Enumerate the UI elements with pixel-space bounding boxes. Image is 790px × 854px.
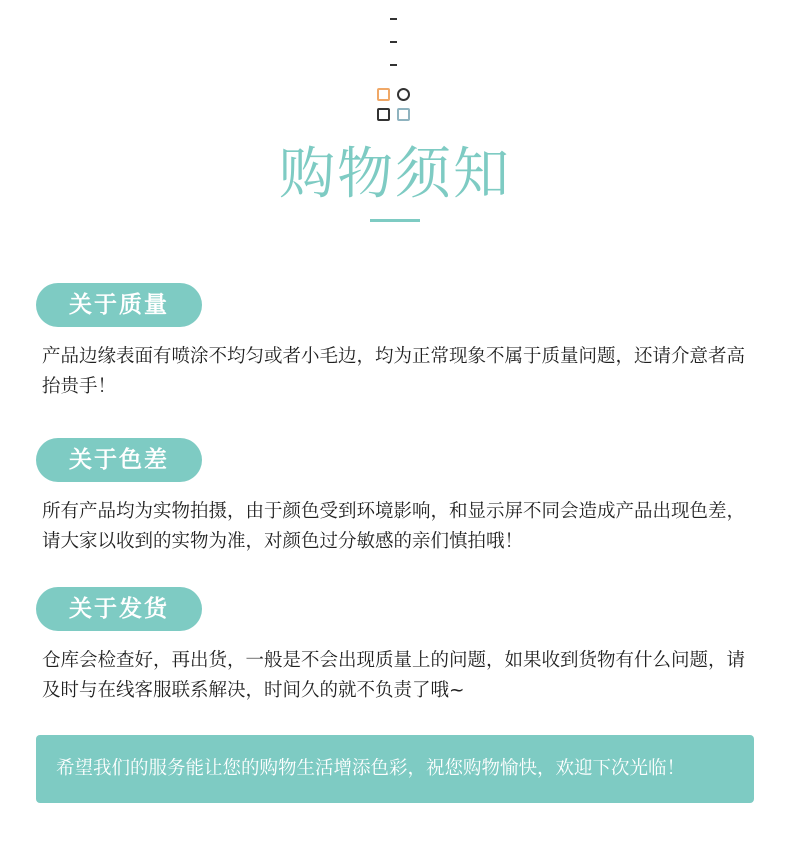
dash-2 bbox=[390, 41, 397, 43]
footer-banner bbox=[36, 735, 754, 803]
title-underline bbox=[370, 219, 420, 222]
dash-3 bbox=[390, 64, 397, 66]
dash-1 bbox=[390, 18, 397, 20]
orange-square-icon bbox=[377, 88, 390, 101]
section-heading-color: 关于色差 bbox=[36, 438, 202, 482]
section-heading-shipping: 关于发货 bbox=[36, 587, 202, 631]
page-title: 购物须知 bbox=[279, 142, 511, 207]
dark-square-icon bbox=[377, 108, 390, 121]
section-heading-quality: 关于质量 bbox=[36, 283, 202, 327]
section-text-quality: 产品边缘表面有喷涂不均匀或者小毛边，均为正常现象不属于质量问题，还请介意者高抬贵手！ bbox=[42, 346, 746, 397]
grid-logo-icon bbox=[377, 88, 415, 126]
section-text-shipping: 仓库会检查好，再出货，一般是不会出现质量上的问题，如果收到货物有什么问题，请及时与在线客服联系解决，时间久的就不负责了哦~ bbox=[42, 650, 746, 701]
circle-icon bbox=[397, 88, 410, 101]
section-text-color: 所有产品均为实物拍摄，由于颜色受到环境影响，和显示屏不同会造成产品出现色差，请大家以收到的实物为准，对颜色过分敏感的亲们慎拍哦！ bbox=[42, 501, 746, 552]
blue-square-icon bbox=[397, 108, 410, 121]
footer-text: 希望我们的服务能让您的购物生活增添色彩，祝您购物愉快，欢迎下次光临！ bbox=[56, 758, 686, 779]
decorative-dashes bbox=[390, 18, 398, 87]
